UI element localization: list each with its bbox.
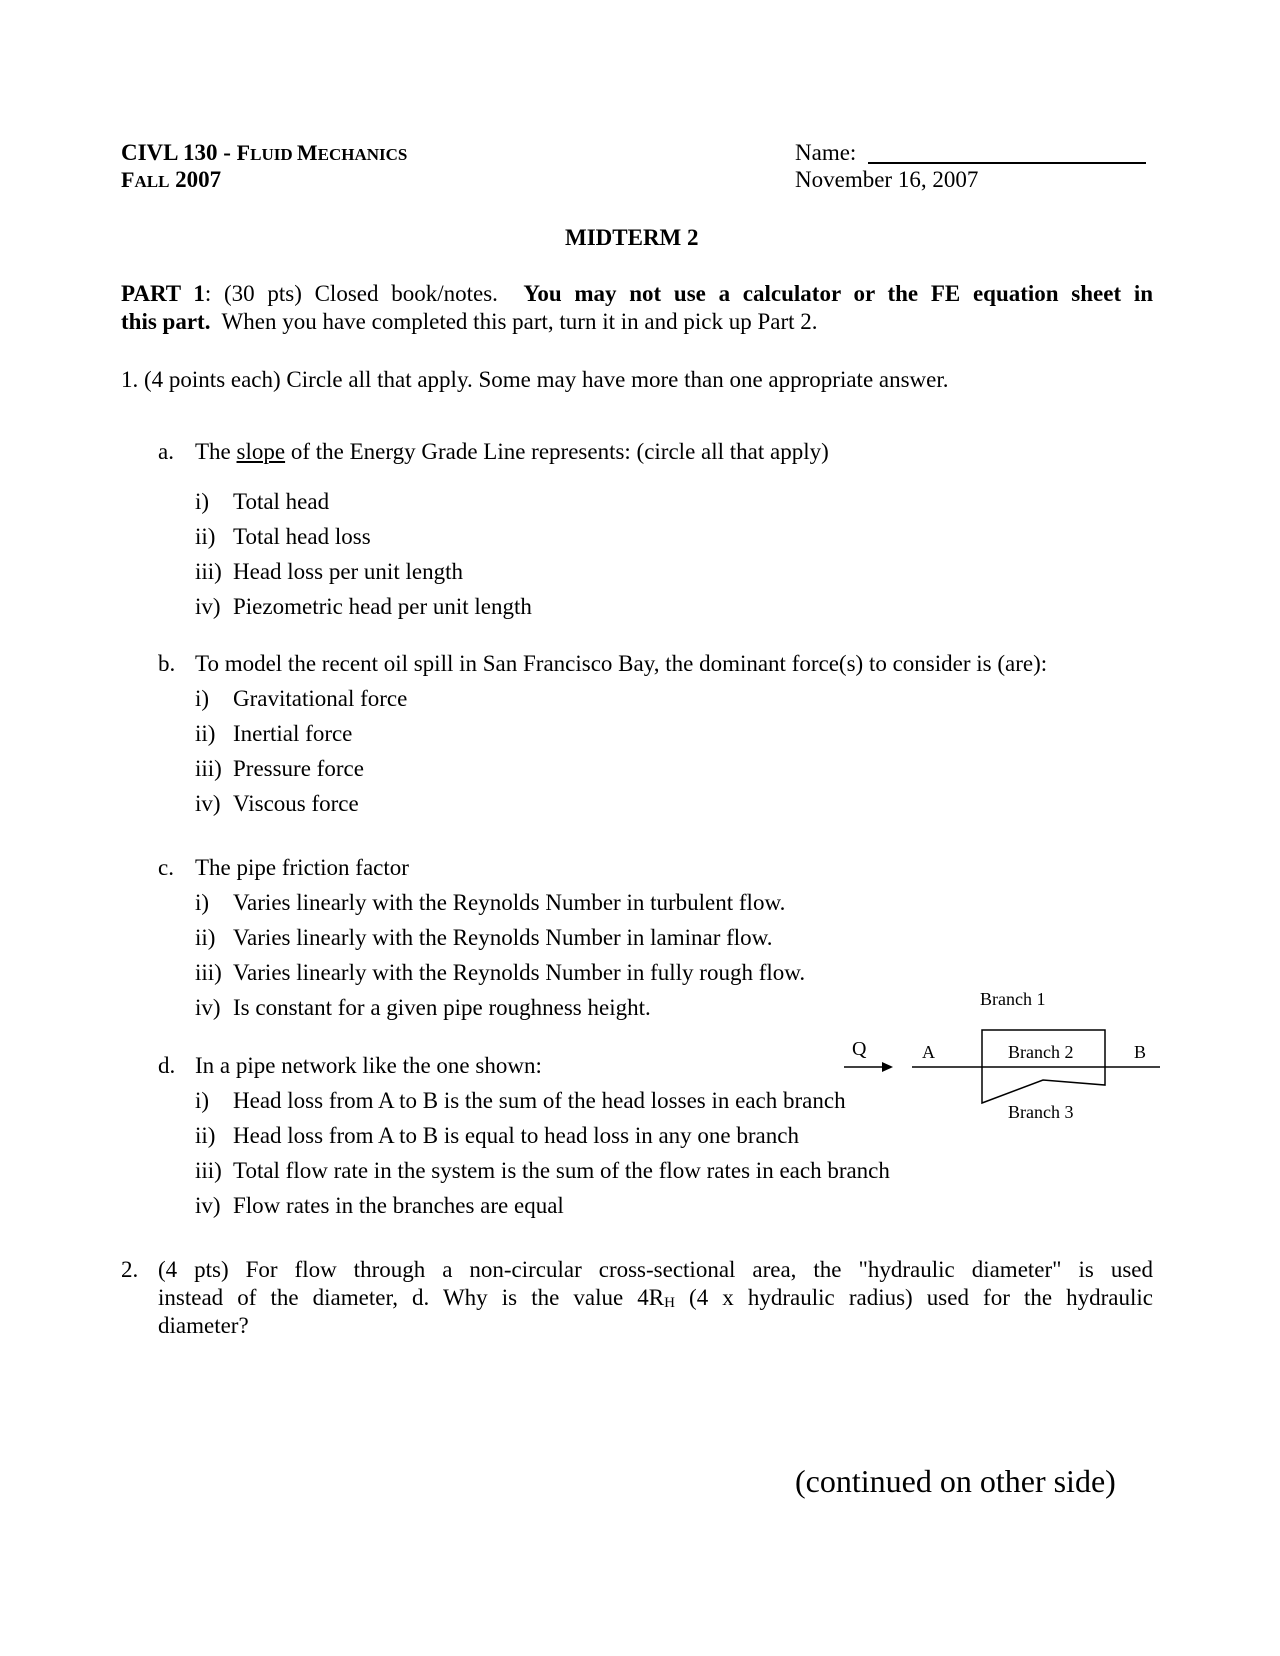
q1d-option-num: ii) <box>195 1123 216 1148</box>
part1-label: PART 1 <box>121 281 205 306</box>
q1a-option-num: i) <box>195 489 210 514</box>
name-label: Name: <box>795 140 857 165</box>
q2-line2 <box>158 1286 1153 1311</box>
part1-instruction: When you have completed this part, turn it in and pick up Part 2. <box>221 309 818 334</box>
name-field <box>795 141 1146 164</box>
q2-line3: diameter? <box>158 1313 249 1338</box>
flow-label: Q <box>852 1038 867 1060</box>
q1b-letter: b. <box>158 651 176 676</box>
q1c-option[interactable]: Is constant for a given pipe roughness height. <box>233 995 651 1020</box>
q1b-option-num: i) <box>195 686 210 711</box>
flow-arrow-head <box>882 1062 893 1072</box>
q1c-option-num: iii) <box>195 960 222 985</box>
q1a-option[interactable]: Piezometric head per unit length <box>233 594 532 619</box>
q1a-letter: a. <box>158 439 174 464</box>
q1a-option[interactable]: Head loss per unit length <box>233 559 463 584</box>
pipe-network-diagram <box>830 985 1170 1125</box>
part1-line1 <box>121 282 1153 305</box>
branch3-pipe <box>982 1067 1105 1103</box>
q1c-option[interactable]: Varies linearly with the Reynolds Number in fully rough flow. <box>233 960 806 985</box>
q2-line1: (4 pts) For flow through a non-circular cross-sectional area, the "hydraulic diameter" is used <box>158 1257 1153 1282</box>
q1a-stem-pre: The <box>195 439 237 464</box>
q1a-stem <box>195 440 829 463</box>
name-blank[interactable] <box>868 142 1146 164</box>
q1b-option-num: iii) <box>195 756 222 781</box>
q1b-option[interactable]: Viscous force <box>233 791 359 816</box>
q1a-stem-underlined: slope <box>236 439 286 464</box>
q1b-stem: To model the recent oil spill in San Francisco Bay, the dominant force(s) to consider is (are): <box>195 651 1048 676</box>
q2-line2-post: (4 x hydraulic radius) used for the hydraulic <box>674 1285 1153 1310</box>
q1d-option[interactable]: Head loss from A to B is equal to head loss in any one branch <box>233 1123 799 1148</box>
q1d-option[interactable]: Head loss from A to B is the sum of the head losses in each branch <box>233 1088 846 1113</box>
course-term <box>121 168 221 191</box>
q1b-option[interactable]: Pressure force <box>233 756 364 781</box>
part1-notice-a: You may not use a calculator or the FE equation sheet in <box>523 281 1154 306</box>
q1c-option[interactable]: Varies linearly with the Reynolds Number in turbulent flow. <box>233 890 786 915</box>
q1c-option-num: iv) <box>195 995 221 1020</box>
branch1-label: Branch 1 <box>980 989 1046 1009</box>
continued-note: (continued on other side) <box>795 1463 1116 1499</box>
q1b-option-num: iv) <box>195 791 221 816</box>
q1c-option-num: ii) <box>195 925 216 950</box>
q1a-stem-post: of the Energy Grade Line represents: (circle all that apply) <box>285 439 829 464</box>
course-title-rest-1: LUID <box>250 145 297 164</box>
part1-intro: : (30 pts) Closed book/notes. <box>204 281 498 306</box>
branch3-label: Branch 3 <box>1008 1102 1074 1122</box>
term-rest: ALL <box>134 172 170 191</box>
q1c-stem: The pipe friction factor <box>195 855 409 880</box>
q1c-option-num: i) <box>195 890 210 915</box>
q1a-option-num: iv) <box>195 594 221 619</box>
q1a-option[interactable]: Total head loss <box>233 524 371 549</box>
q1a-option[interactable]: Total head <box>233 489 330 514</box>
q2-line2-pre: instead of the diameter, d. Why is the value 4R <box>158 1285 665 1310</box>
q1b-option[interactable]: Gravitational force <box>233 686 408 711</box>
node-a-label: A <box>922 1042 935 1062</box>
course-code: CIVL 130 - <box>121 140 237 165</box>
part1-notice-b: this part. <box>121 309 211 334</box>
exam-date: November 16, 2007 <box>795 167 979 192</box>
q2-line2-subscript: H <box>664 1295 675 1311</box>
q1b-option-num: ii) <box>195 721 216 746</box>
course-title <box>121 141 407 164</box>
branch2-label: Branch 2 <box>1008 1042 1074 1062</box>
q1d-letter: d. <box>158 1053 176 1078</box>
q1c-option[interactable]: Varies linearly with the Reynolds Number in laminar flow. <box>233 925 773 950</box>
q1d-option[interactable]: Flow rates in the branches are equal <box>233 1193 564 1218</box>
q1-heading: 1. (4 points each) Circle all that apply. Some may have more than one appropriate answer. <box>121 367 949 392</box>
page-title: MIDTERM 2 <box>565 225 699 250</box>
q1a-option-num: ii) <box>195 524 216 549</box>
q1d-option-num: i) <box>195 1088 210 1113</box>
course-title-rest-2: ECHANICS <box>317 145 408 164</box>
course-title-initial-2: M <box>296 140 318 165</box>
q2-number: 2. <box>121 1257 139 1282</box>
q1d-option-num: iv) <box>195 1193 221 1218</box>
term-initial: F <box>121 167 135 192</box>
q1d-stem: In a pipe network like the one shown: <box>195 1053 542 1078</box>
course-title-initial-1: F <box>236 140 251 165</box>
q1d-option-num: iii) <box>195 1158 222 1183</box>
part1-line2 <box>121 310 1153 333</box>
q1c-letter: c. <box>158 855 174 880</box>
q1b-option[interactable]: Inertial force <box>233 721 353 746</box>
term-year: 2007 <box>169 167 222 192</box>
q1d-option[interactable]: Total flow rate in the system is the sum of the flow rates in each branch <box>233 1158 890 1183</box>
node-b-label: B <box>1134 1042 1147 1062</box>
q1a-option-num: iii) <box>195 559 222 584</box>
